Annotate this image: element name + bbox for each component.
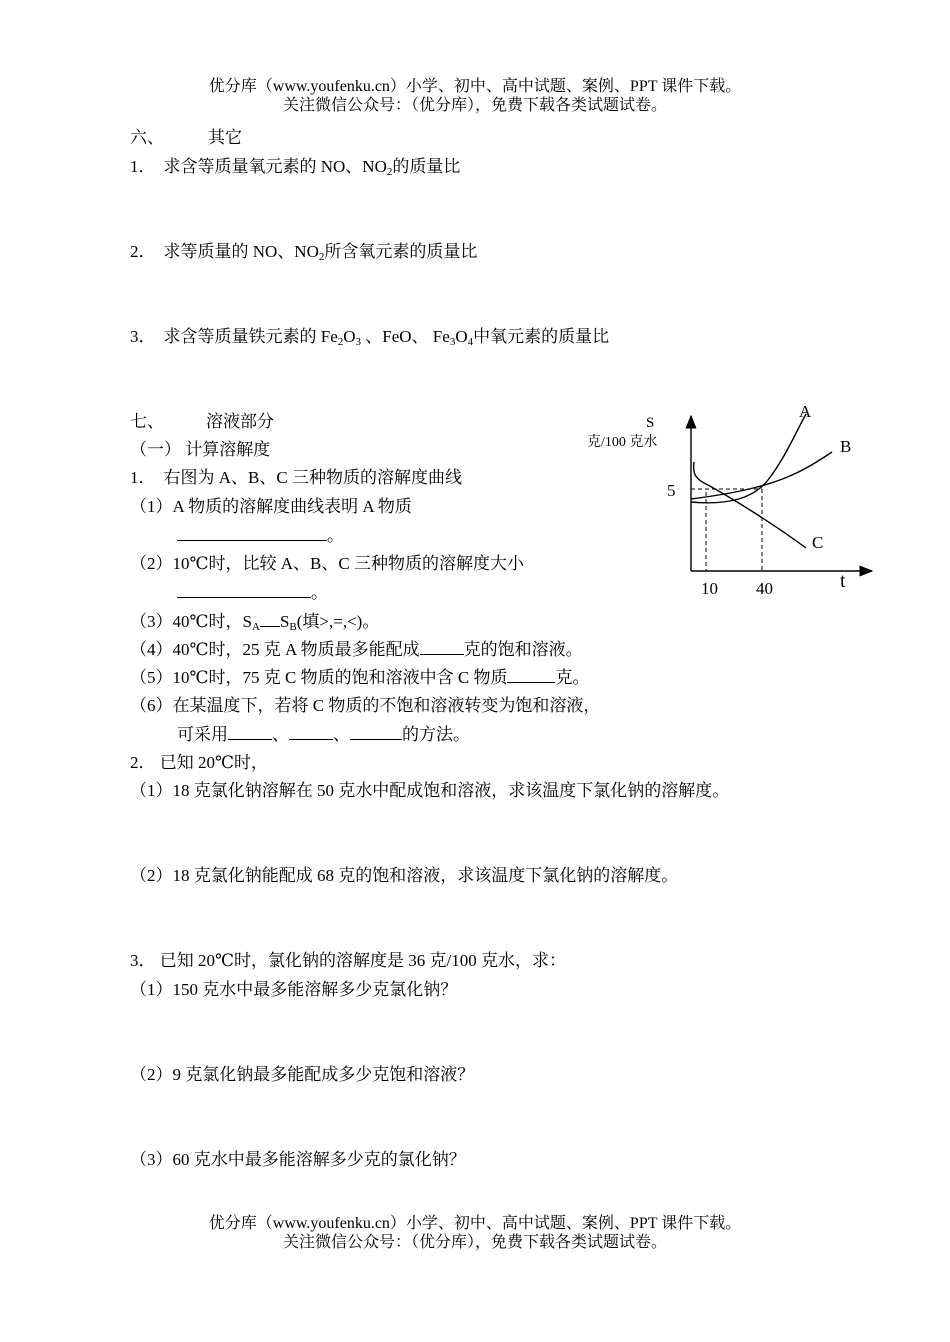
answer-blank[interactable] bbox=[420, 638, 464, 655]
s7-q1-intro: 1． 右图为 A、B、C 三种物质的溶解度曲线 bbox=[130, 468, 462, 487]
footer-line-2: 关注微信公众号：（优分库），免费下载各类试题试卷。 bbox=[282, 1234, 667, 1251]
y-axis-symbol: S bbox=[646, 415, 655, 431]
x-axis-symbol: t bbox=[840, 570, 846, 592]
section6-title: 其它 bbox=[208, 128, 242, 147]
s7-q3-part3: （3）60 克水中最多能溶解多少克的氯化钠？ bbox=[130, 1150, 466, 1169]
s7-q1-part2: （2）10℃时，比较 A、B、C 三种物质的溶解度大小 bbox=[130, 554, 524, 573]
header-line-1: 优分库（www.youfenku.cn）小学、初中、高中试题、案例、PPT 课件下载。 bbox=[208, 78, 742, 95]
s7-q3-part1: （1）150 克水中最多能溶解多少克氯化钠？ bbox=[130, 980, 458, 999]
s7-q1-part3: （3）40℃时，$S_A$ $S_B$(填>,=,<)。 bbox=[130, 612, 380, 633]
section7-number: 七、 bbox=[130, 412, 164, 431]
s7-q2-head: 2． 已知 20℃时， bbox=[130, 753, 269, 772]
s7-q1-part6: （6）在某温度下，若将 C 物质的不饱和溶液转变为饱和溶液， bbox=[130, 696, 601, 715]
section7-heading bbox=[130, 411, 274, 433]
section6-number: 六、 bbox=[130, 128, 164, 147]
s7-q1-part1: （1）A 物质的溶解度曲线表明 A 物质 bbox=[130, 497, 412, 516]
answer-blank[interactable] bbox=[260, 610, 280, 627]
curve-c-label: C bbox=[812, 533, 824, 552]
s7-q1-part6-answer: 可采用 、 、 的方法。 bbox=[177, 725, 470, 744]
answer-blank[interactable] bbox=[177, 524, 327, 541]
s7-subheading: （一） 计算溶解度 bbox=[130, 440, 271, 459]
section7-title: 溶液部分 bbox=[206, 412, 274, 431]
curve-a-label: A bbox=[799, 402, 812, 421]
s7-q1-part2-answer: 。 bbox=[177, 581, 328, 604]
s7-q1-part4: （4）40℃时，25 克 A 物质最多能配成 克的饱和溶液。 bbox=[130, 640, 583, 659]
y-axis-unit: 克/100 克水 bbox=[587, 435, 658, 450]
s7-q3-part2: （2）9 克氯化钠最多能配成多少克饱和溶液？ bbox=[130, 1065, 475, 1084]
footer-line-1: 优分库（www.youfenku.cn）小学、初中、高中试题、案例、PPT 课件下载。 bbox=[208, 1215, 742, 1232]
s7-q2-part2: （2）18 克氯化钠能配成 68 克的饱和溶液，求该温度下氯化钠的溶解度。 bbox=[130, 866, 679, 885]
y-tick-5: 5 bbox=[667, 481, 676, 500]
answer-blank[interactable] bbox=[289, 723, 333, 740]
solubility-curve-figure bbox=[580, 398, 880, 600]
curve-c bbox=[694, 462, 806, 548]
answer-blank[interactable] bbox=[507, 666, 555, 683]
answer-blank[interactable] bbox=[177, 581, 311, 598]
s6-question-2: 2． 求等质量的 NO、$NO_2$所含氧元素的质量比 bbox=[130, 242, 478, 263]
s7-q2-part1: （1）18 克氯化钠溶解在 50 克水中配成饱和溶液，求该温度下氯化钠的溶解度。 bbox=[130, 781, 730, 800]
answer-blank[interactable] bbox=[350, 723, 402, 740]
header-line-2: 关注微信公众号：（优分库），免费下载各类试题试卷。 bbox=[282, 97, 667, 114]
x-tick-10: 10 bbox=[701, 579, 718, 598]
curve-b-label: B bbox=[840, 437, 852, 456]
s7-q3-head: 3． 已知 20℃时，氯化钠的溶解度是 36 克/100 克水，求： bbox=[130, 951, 566, 970]
answer-blank[interactable] bbox=[228, 723, 272, 740]
s6-question-3: 3． 求含等质量铁元素的 $Fe_2O_3$ 、FeO、 $Fe_3O_4$中氧元素的质量比 bbox=[130, 327, 610, 348]
s7-q1-part1-answer: 。 bbox=[177, 524, 344, 547]
s6-question-1: 1． 求含等质量氧元素的 NO、$NO_2$的质量比 bbox=[130, 157, 461, 178]
section6-heading bbox=[130, 127, 242, 149]
s7-q1-part5: （5）10℃时，75 克 C 物质的饱和溶液中含 C 物质 克。 bbox=[130, 668, 590, 687]
x-tick-40: 40 bbox=[756, 579, 773, 598]
